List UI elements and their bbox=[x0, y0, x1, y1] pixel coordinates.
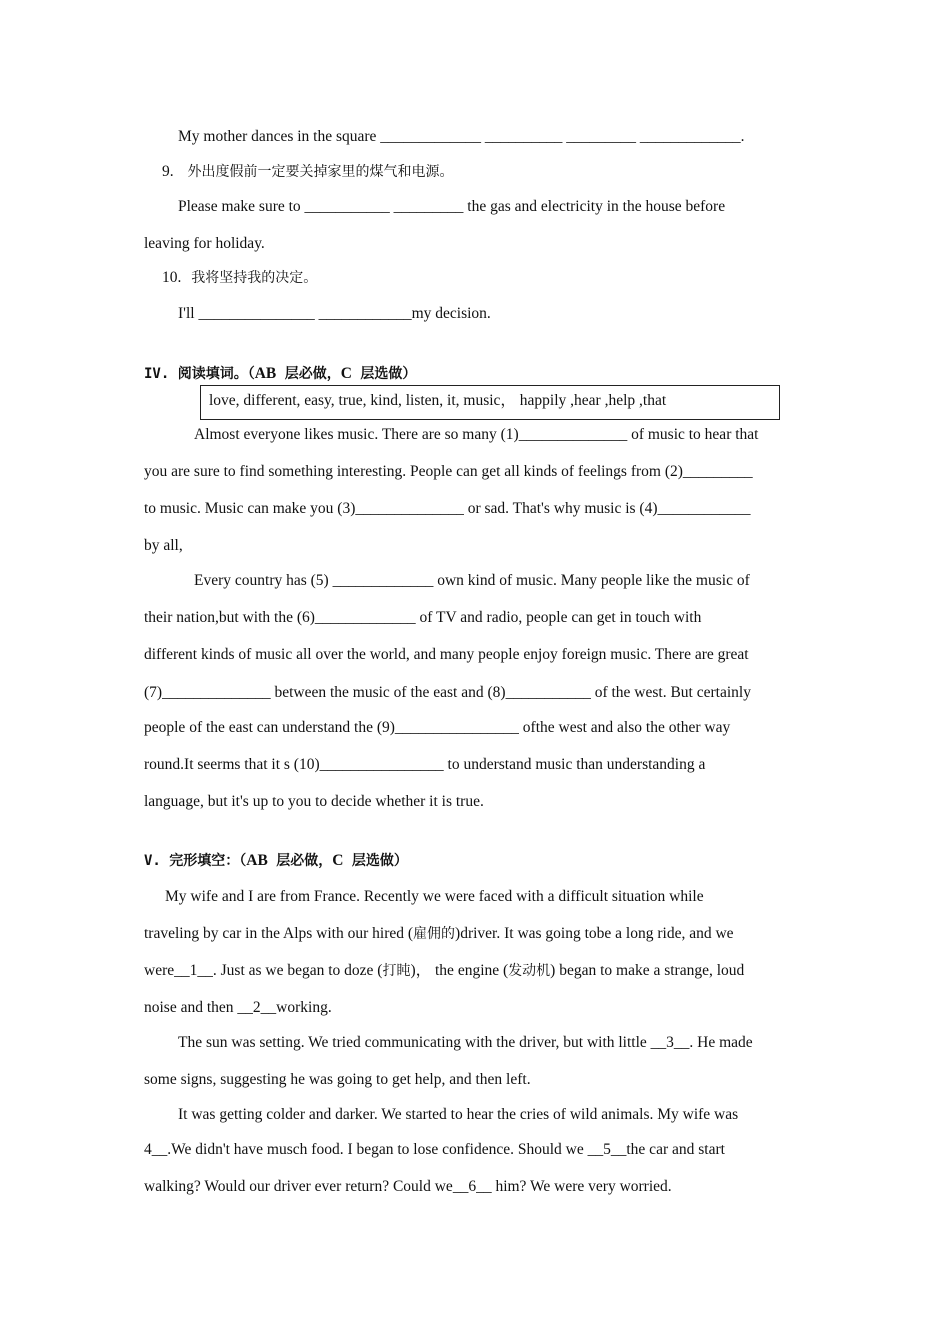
item-10-chinese-text: 我将坚持我的决定。 bbox=[191, 270, 318, 286]
reading-p2-line6: round.It seerms that it s (10)________________ to understand music than understanding a bbox=[144, 756, 706, 773]
reading-p1-line3: to music. Music can make you (3)______________ or sad. That's why music is (4)____________ bbox=[144, 500, 751, 517]
cloze-p1-line2: traveling by car in the Alps with our hired (雇佣的)driver. It was going tobe a long ride, and we bbox=[144, 925, 734, 942]
cloze-p1-line1: My wife and I are from France. Recently we were faced with a difficult situation while bbox=[165, 888, 704, 905]
reading-p2-line5: people of the east can understand the (9)________________ ofthe west and also the other way bbox=[144, 719, 731, 736]
blank-5[interactable]: __5__ bbox=[587, 1141, 627, 1158]
reading-p1-line4: by all, bbox=[144, 537, 183, 554]
blank-4[interactable]: 4__ bbox=[144, 1141, 168, 1158]
reading-p2-line4: (7)______________ between the music of the east and (8)___________ of the west. But certainly bbox=[144, 684, 751, 701]
item-10-english: I'll _______________ ____________my decision. bbox=[178, 305, 491, 322]
cloze-p1-line4: noise and then __2__working. bbox=[144, 999, 332, 1016]
cloze-p3-line1: It was getting colder and darker. We started to hear the cries of wild animals. My wife was bbox=[178, 1106, 739, 1123]
cloze-p3-line3: walking? Would our driver ever return? Could we__6__ him? We were very worried. bbox=[144, 1178, 672, 1195]
cloze-p1-line3: were__1__. Just as we began to doze (打盹)， the engine (发动机) began to make a strange, loud bbox=[144, 962, 745, 979]
reading-p1-line2: you are sure to find something interesting. People can get all kinds of feelings from (2)_________ bbox=[144, 463, 753, 480]
item-9-english-line2: leaving for holiday. bbox=[144, 235, 265, 252]
reading-p2-line1: Every country has (5) _____________ own kind of music. Many people like the music of bbox=[194, 572, 750, 589]
reading-p2-line3: different kinds of music all over the world, and many people enjoy foreign music. There are great bbox=[144, 646, 749, 663]
item-10-number: 10. bbox=[162, 269, 182, 286]
item-10-chinese bbox=[162, 268, 317, 288]
reading-p2-line2: their nation,but with the (6)_____________ of TV and radio, people can get in touch with bbox=[144, 609, 702, 626]
blank-1[interactable]: __1__ bbox=[174, 962, 213, 979]
word-bank-text: love, different, easy, true, kind, listen, it, music， happily ,hear ,help ,that bbox=[209, 392, 667, 409]
item-9-number: 9. bbox=[162, 163, 174, 180]
blank-3[interactable]: __3__ bbox=[650, 1034, 690, 1051]
blank-6[interactable]: __6__ bbox=[452, 1178, 492, 1195]
sentence-mother: My mother dances in the square _____________ __________ _________ _____________. bbox=[178, 128, 745, 145]
cloze-p2-line2: some signs, suggesting he was going to get help, and then left. bbox=[144, 1071, 531, 1088]
reading-p2-line7: language, but it's up to you to decide whether it is true. bbox=[144, 793, 484, 810]
reading-p1-line1: Almost everyone likes music. There are so many (1)______________ of music to hear that bbox=[194, 426, 759, 443]
item-9-chinese bbox=[162, 162, 454, 182]
item-9-english-line1: Please make sure to ___________ _________ the gas and electricity in the house before bbox=[178, 198, 726, 215]
section-5-title: V. 完形填空：（AB 层必做，C 层选做） bbox=[144, 852, 408, 869]
section-4-title: IV. 阅读填词。（AB 层必做，C 层选做） bbox=[144, 365, 417, 382]
blank-2[interactable]: __2__ bbox=[237, 999, 277, 1016]
cloze-p3-line2: 4__.We didn't have musch food. I began to lose confidence. Should we __5__the car and start bbox=[144, 1141, 725, 1158]
word-bank-box bbox=[200, 385, 780, 420]
cloze-p2-line1: The sun was setting. We tried communicating with the driver, but with little __3__. He made bbox=[178, 1034, 753, 1051]
item-9-chinese-text: 外出度假前一定要关掉家里的煤气和电源。 bbox=[187, 164, 454, 180]
